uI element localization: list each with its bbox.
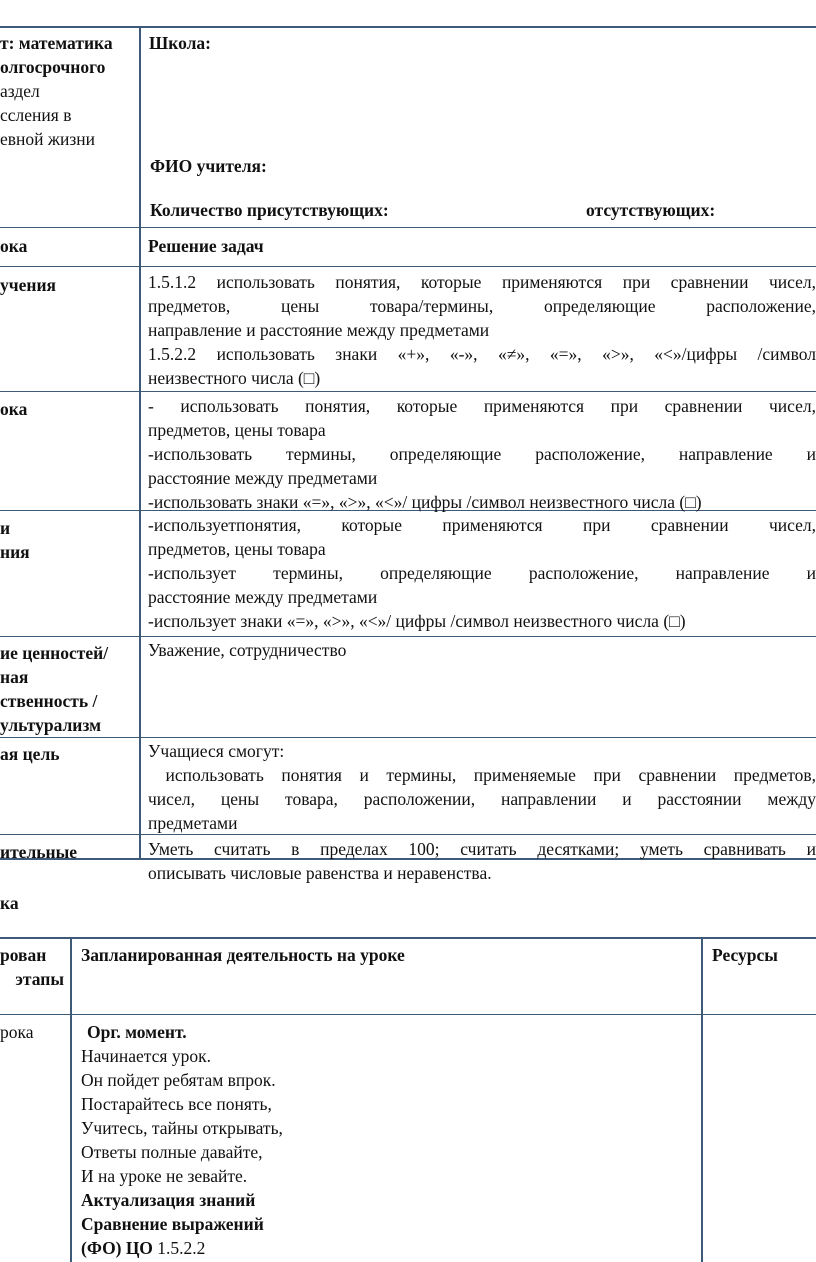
teacher-label: ФИО учителя: xyxy=(150,156,267,176)
subject-line: т: математика xyxy=(0,33,113,53)
poem-line: Он пойдет ребятам впрок. xyxy=(81,1070,276,1090)
section-heading: ка xyxy=(0,893,19,913)
activity-content xyxy=(81,1020,696,1260)
row-label: и ния xyxy=(0,518,30,562)
stages-header: рован этапы xyxy=(0,945,64,989)
assessment-line: (ФО) ЦО 1.5.2.2 xyxy=(81,1238,206,1258)
poem-line: Учитесь, тайны открывать, xyxy=(81,1118,283,1138)
row-label: ительные xyxy=(0,842,78,862)
table1-row-divider xyxy=(0,737,816,738)
school-label: Школа: xyxy=(149,33,211,53)
lesson-objectives: - использовать понятия, которые применяются при сравнении чисел, предметов, цены товара -использовать термины, определяющие расположение, направление и расстояние между предметами -использовать знаки «=», «>», «<»/ цифры /символ неизвестного числа (□) xyxy=(148,396,816,512)
section-line: евной жизни xyxy=(0,129,95,149)
row-label: учения xyxy=(0,275,57,295)
table1-row-divider xyxy=(0,266,816,267)
table1-row-divider xyxy=(0,636,816,637)
poem-line: Постарайтесь все понять, xyxy=(81,1094,272,1114)
success-criteria: -используетпонятия, которые применяются при сравнении чисел, предметов, цены товара -использует термины, определяющие расположение, направление и расстояние между предметами -использует знаки «=», «>», «<»/ цифры /символ неизвестного числа (□) xyxy=(148,515,816,631)
resources-header: Ресурсы xyxy=(712,945,778,965)
section-line: аздел xyxy=(0,81,40,101)
row-label: ока xyxy=(0,399,28,419)
table1-top-border xyxy=(0,26,816,28)
poem-line: И на уроке не зевайте. xyxy=(81,1166,248,1186)
row-label: ая цель xyxy=(0,744,60,764)
values-text: Уважение, сотрудничество xyxy=(148,640,347,660)
subject-info xyxy=(0,31,137,156)
absent-label: отсутствующих: xyxy=(586,200,716,220)
poem-line: Начинается урок. xyxy=(81,1046,211,1066)
stage-label: рока xyxy=(0,1022,34,1042)
activity-header: Запланированная деятельность на уроке xyxy=(81,945,405,965)
row-label: ие ценностей/ ная ственность / ультурализм xyxy=(0,643,109,735)
row-label: ока xyxy=(0,236,28,256)
comparison-heading: Сравнение выражений xyxy=(81,1214,264,1234)
table1-column-divider xyxy=(139,27,141,859)
table2-column-divider xyxy=(701,938,703,1262)
actualization-heading: Актуализация знаний xyxy=(81,1190,256,1210)
language-goal: Учащиеся смогут: использовать понятия и термины, применяемые при сравнении предметов, чисел, цены товара, расположении, направлении и расстоянии между предметами xyxy=(148,741,816,833)
table1-row-divider xyxy=(0,227,816,228)
table1-row-divider xyxy=(0,391,816,392)
long-term-line: олгосрочного xyxy=(0,57,106,77)
table2-header-divider xyxy=(0,1014,816,1015)
learning-objectives: 1.5.1.2 использовать понятия, которые применяются при сравнении чисел, предметов, цены товара/термины, определяющие расположение, направление и расстояние между предметами 1.5.2.2 использовать знаки «+», «-», «≠», «=», «>», «<»/цифры /символ неизвестного числа (□) xyxy=(148,272,816,388)
table2-top-border xyxy=(0,937,816,939)
poem-line: Ответы полные давайте, xyxy=(81,1142,263,1162)
prior-knowledge: Уметь считать в пределах 100; считать десятками; уметь сравнивать и описывать числовые равенства и неравенства. xyxy=(148,839,816,883)
section-line: ссления в xyxy=(0,105,72,125)
table2-column-divider xyxy=(70,938,72,1262)
org-moment-title: Орг. момент. xyxy=(87,1022,187,1042)
lesson-topic: Решение задач xyxy=(148,236,264,256)
present-label: Количество присутствующих: xyxy=(150,200,389,220)
